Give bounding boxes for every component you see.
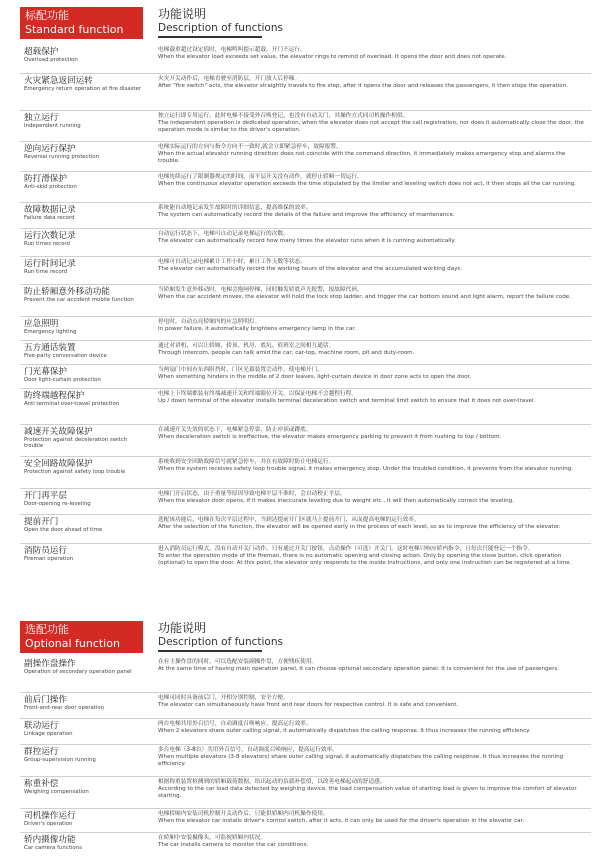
- feature-name-en: Protection against safety loop trouble: [24, 469, 126, 475]
- feature-desc-zh: 电梯可自动记录电梯累计工作小时、累计工作天数等状态。: [158, 259, 306, 265]
- feature-row-safety-loop: [20, 459, 591, 489]
- feature-name-en: Reversal running protection: [24, 154, 99, 160]
- feature-name-en: Fireman operation: [24, 556, 74, 562]
- feature-row-independent: [20, 113, 591, 142]
- feature-name-zh: 前后门操作: [24, 695, 67, 705]
- feature-name-zh: 故障数据记录: [24, 205, 76, 215]
- feature-name-en: Independent running: [24, 123, 81, 129]
- feature-desc-en: The independent operation is dedicated operation, when the elevator does not accept the call registration, nor does it automatically close the door, the operation mode is similar to the driver's operation.: [158, 120, 584, 133]
- feature-name-zh: 提前开门: [24, 517, 59, 527]
- optional-title-zh: 选配功能: [25, 623, 69, 636]
- feature-row-overload: [20, 47, 591, 74]
- feature-desc-en: The elevator can automatically record how many times the elevator runs when it is running automatically.: [158, 238, 456, 244]
- feature-name-en: Open the door ahead of time: [24, 527, 103, 533]
- feature-name-en: Failure data record: [24, 215, 75, 221]
- feature-row-secondary-panel: [20, 659, 591, 693]
- feature-desc-en: When the actual elevator running direction does not coincide with the command direction, it immediately makes emergency stop and alarms the trouble.: [158, 151, 566, 164]
- feature-name-en: Weighing compensation: [24, 789, 89, 795]
- feature-desc-en: When the elevator car installs driver's control switch, after it acts, it can only be used for the driver's operation in the elevator car.: [158, 818, 525, 824]
- feature-name-zh: 减速开关故障保护: [24, 427, 93, 437]
- row-divider: [20, 718, 591, 719]
- feature-row-fireman: [20, 546, 591, 582]
- feature-desc-zh: 电梯实际运行的方向与指令方向不一致时,就会立即紧急停车，故障报警。: [158, 144, 342, 150]
- feature-name-zh: 独立运行: [24, 113, 59, 123]
- feature-row-failure-record: [20, 205, 591, 229]
- feature-row-driver: [20, 811, 591, 833]
- row-divider: [20, 73, 591, 74]
- row-divider: [20, 141, 591, 142]
- desc-underline: [158, 650, 262, 652]
- desc-title-zh: 功能说明: [158, 621, 207, 635]
- feature-name-zh: 火灾紧急返回运转: [24, 76, 93, 86]
- desc-title-en: Description of functions: [158, 22, 283, 34]
- feature-desc-en: The elevator can simultaneously have front and rear doors for respective control. It is safe and convenient.: [158, 702, 459, 708]
- row-divider: [20, 228, 591, 229]
- feature-row-front-rear-door: [20, 695, 591, 719]
- row-divider: [20, 744, 591, 745]
- feature-name-en: Anti-skid protection: [24, 184, 77, 190]
- row-divider: [20, 202, 591, 203]
- feature-name-zh: 超载保护: [24, 47, 59, 57]
- desc-title-zh: 功能说明: [158, 7, 207, 21]
- feature-name-en: Overload protection: [24, 57, 78, 63]
- feature-desc-en: When the elevator load exceeds set value, the elevator rings to remind of overload. It opens the door and does not operate.: [158, 54, 507, 60]
- optional-desc-header: [158, 621, 283, 649]
- feature-desc-en: Up / down terminal of the elevator installs terminal deceleration switch and terminal limit switch to ensure that it does not over-travel.: [158, 398, 536, 404]
- feature-row-five-party: [20, 343, 591, 365]
- feature-row-anti-skid: [20, 174, 591, 203]
- feature-name-en: Emergency return operation at fire disaster: [24, 86, 142, 92]
- feature-desc-zh: 在有主操作盘的同时，可以选配安装副操作盘，方便残疾使用。: [158, 659, 318, 665]
- feature-name-zh: 防止轿厢意外移动功能: [24, 287, 110, 297]
- feature-row-re-leveling: [20, 491, 591, 515]
- standard-title-box: [20, 7, 143, 39]
- feature-row-reversal: [20, 144, 591, 172]
- feature-desc-zh: 两台电梯共用外召信号，自动调度召唤响应，提高运行效率。: [158, 721, 312, 727]
- feature-desc-en: When something hinders in the middle of 2 door leaves, light-curtain device in door zone acts to open the door.: [158, 374, 472, 380]
- standard-desc-header: [158, 7, 283, 35]
- row-divider: [20, 456, 591, 457]
- feature-desc-zh: 在减速开关失效的状态下，电梯紧急停靠，防止冲顶或蹲底。: [158, 427, 312, 433]
- feature-name-zh: 逆向运行保护: [24, 144, 76, 154]
- row-divider: [20, 424, 591, 425]
- feature-desc-zh: 电梯载重超过设定值时，电梯鸣叫提示超载，开门不运行。: [158, 47, 306, 53]
- feature-desc-zh: 停电时，自动点亮轿厢内的应急照明灯。: [158, 319, 261, 325]
- feature-desc-en: In power failure, it automatically brightens emergency lamp in the car.: [158, 326, 356, 332]
- feature-row-fire-return: [20, 76, 591, 111]
- feature-desc-en: Through intercom, people can talk amid the car, car-top, machine room, pit and duty-room.: [158, 350, 415, 356]
- feature-desc-en: When deceleration switch is ineffective, the elevator makes emergency parking to prevent it from rushing to top / bottom.: [158, 434, 502, 440]
- feature-desc-en: When the system receives safety loop trouble signal, it makes emergency stop. Under the troubled condition, it prevents from the elevator running.: [158, 466, 574, 472]
- feature-name-zh: 安全回路故障保护: [24, 459, 93, 469]
- feature-desc-en: The system can automatically record the details of the failure and improve the efficiency of maintenance.: [158, 212, 455, 218]
- feature-name-zh: 联动运行: [24, 721, 59, 731]
- feature-name-en: Front-and-rear door operation: [24, 705, 105, 711]
- row-divider: [20, 284, 591, 285]
- standard-header: [20, 7, 591, 39]
- desc-title-en: Description of functions: [158, 636, 283, 648]
- feature-desc-zh: 电梯轿厢内安装司机控制开关动作后，只能供轿厢内司机操作使用。: [158, 811, 329, 817]
- feature-desc-zh: 自动运行状态下，电梯可自动记录电梯运行的次数。: [158, 231, 289, 237]
- feature-row-run-times: [20, 231, 591, 257]
- feature-name-en: Five-party conversation device: [24, 353, 107, 359]
- feature-row-camera: [20, 835, 591, 857]
- feature-name-zh: 消防员运行: [24, 546, 67, 556]
- feature-row-run-time: [20, 259, 591, 285]
- feature-desc-zh: 系统收到安全回路故障信号就紧急停车，并在有故障时防止电梯运行。: [158, 459, 335, 465]
- feature-name-en: Operation of secondary operation panel: [24, 669, 132, 675]
- feature-desc-en: When 2 elevators share outer calling signal, it automatically dispatches the calling response. It thus increases the running efficiency.: [158, 728, 531, 734]
- optional-title-box: [20, 621, 143, 653]
- feature-name-zh: 门光幕保护: [24, 367, 67, 377]
- feature-name-zh: 五方通话装置: [24, 343, 76, 353]
- feature-name-en: Door light-curtain protection: [24, 377, 101, 383]
- row-divider: [20, 364, 591, 365]
- feature-desc-en: According to the car load data detected by weighing device, the load compensation value of starting load is given to improve the comfort of elevator starting.: [158, 786, 577, 799]
- feature-name-en: Run times record: [24, 241, 70, 247]
- row-divider: [20, 171, 591, 172]
- standard-section: [20, 7, 591, 585]
- feature-desc-zh: 系统能自动地记录发生故障时的详细信息，提高维保的效率。: [158, 205, 312, 211]
- feature-desc-en: When the elevator door opens, if it makes inaccurate leveling due to weight etc., it will then automatically correct the leveling.: [158, 498, 514, 504]
- feature-desc-zh: 多台电梯（3-8台）共用外召信号，自动调度召唤响应，提高运行效率。: [158, 747, 338, 753]
- feature-row-advance-open: [20, 517, 591, 544]
- feature-desc-en: The elevator can automatically record the working hours of the elevator and the accumulated working days.: [158, 266, 463, 272]
- feature-desc-en: After "fire switch" acts, the elevator straightly travels to fire step, after it opens the door and releases the passengers, it then stops the operation.: [158, 83, 569, 89]
- feature-desc-zh: 在轿厢中安装摄像头，可监视轿厢内状况。: [158, 835, 267, 841]
- feature-desc-zh: 火灾开关动作后，电梯直驶至消防层，开门放人后停梯。: [158, 76, 301, 82]
- feature-desc-en: When the car accident moves, the elevator will hold the lock stop ladder, and trigger the car bottom sound and light alarm, report the failure code.: [158, 294, 571, 300]
- row-divider: [20, 340, 591, 341]
- optional-title-en: Optional function: [25, 637, 120, 650]
- feature-desc-zh: 通过对讲机，可以让轿厢、轿顶、机房、底坑、值班室之间相互通话。: [158, 343, 335, 349]
- feature-desc-zh: 电梯门开启状态，由于重量等原因导致电梯平层不准时，会自动校正平层。: [158, 491, 346, 497]
- feature-desc-zh: 当两扇门中间有东西阻挡时，门区光幕装置会动作，使电梯开门。: [158, 367, 323, 373]
- feature-name-en: Car camera functions: [24, 845, 82, 851]
- row-divider: [20, 514, 591, 515]
- feature-name-en: Group-supervision running: [24, 757, 96, 763]
- row-divider: [20, 388, 591, 389]
- row-divider: [20, 110, 591, 111]
- feature-name-en: Anti terminal over-travel protection: [24, 401, 120, 407]
- feature-desc-zh: 电梯上下终端都装有终端减速开关和终端限位开关，以保证电梯不会越程行程。: [158, 391, 358, 397]
- feature-desc-en: When multiple elevators (3-8 elevators) share outer calling signal, it automatically dispatches the calling response. It thus increases the running efficiency.: [158, 754, 564, 767]
- feature-name-en: Linkage operation: [24, 731, 73, 737]
- feature-row-ucm: [20, 287, 591, 317]
- feature-name-en: Prevent the car accident mobile function: [24, 297, 134, 303]
- feature-desc-zh: 根据称重装置检测到的轿厢载荷数据，给出起动的负载补偿值，以改善电梯起动的舒适感。: [158, 779, 386, 785]
- feature-row-light-curtain: [20, 367, 591, 389]
- row-divider: [20, 832, 591, 833]
- optional-header: [20, 621, 591, 653]
- feature-row-emergency-light: [20, 319, 591, 341]
- row-divider: [20, 256, 591, 257]
- feature-desc-zh: 电梯可同时具备前后门，开相分别控制，安全方便。: [158, 695, 289, 701]
- feature-name-en: Run time record: [24, 269, 68, 275]
- feature-desc-en: When the continuous elevator operation exceeds the time stipulated by the limiter and leveling switch does not act, it then stops all the car running.: [158, 181, 577, 187]
- feature-desc-en: At the same time of having main operation panel, it can choose optional secondary operation panel. It is convenient for the use of passengers.: [158, 666, 560, 672]
- feature-name-en: Door-opening re-leveling: [24, 501, 91, 507]
- desc-underline: [158, 36, 262, 38]
- feature-name-zh: 副操作盘操作: [24, 659, 76, 669]
- feature-name-en: Driver's operation: [24, 821, 73, 827]
- feature-desc-zh: 电梯连续运行了限制器规定的时间，而平层开关没有动作，就停止轿厢一切运行。: [158, 174, 363, 180]
- row-divider: [20, 543, 591, 544]
- feature-desc-zh: 选配该功能后，电梯在每次平层过程中，当到达提前开门区就马上提前开门，从而提高电梯的运行效率。: [158, 517, 420, 523]
- optional-section: [20, 621, 591, 859]
- feature-row-over-travel: [20, 391, 591, 425]
- row-divider: [20, 808, 591, 809]
- row-divider: [20, 316, 591, 317]
- feature-row-linkage: [20, 721, 591, 745]
- feature-name-zh: 防终端越程保护: [24, 391, 85, 401]
- feature-desc-zh: 独立运行即专用运行，此时电梯不接受外召唤登记，也没有自动关门，其操作方式同司机操作相似。: [158, 113, 409, 119]
- feature-name-zh: 称重补偿: [24, 779, 59, 789]
- feature-name-en: Protection against deceleration switch trouble: [24, 437, 128, 450]
- standard-title-zh: 标配功能: [25, 9, 69, 22]
- feature-name-en: Emergency lighting: [24, 329, 77, 335]
- row-divider: [20, 488, 591, 489]
- standard-title-en: Standard function: [25, 23, 124, 36]
- feature-name-zh: 运行次数记录: [24, 231, 76, 241]
- feature-name-zh: 开门再平层: [24, 491, 67, 501]
- feature-name-zh: 防打滑保护: [24, 174, 67, 184]
- feature-desc-en: After the selection of the function, the elevator will be opened early in the process of each level, so as to improve the efficiency of the elevator.: [158, 524, 561, 530]
- row-divider: [20, 692, 591, 693]
- feature-name-zh: 应急照明: [24, 319, 59, 329]
- feature-name-zh: 轿内摄像功能: [24, 835, 76, 845]
- feature-name-zh: 司机操作运行: [24, 811, 76, 821]
- feature-desc-zh: 当轿厢发生意外移动时，电梯会抱闸停梯，同时触发轿底声光报警，报故障代码。: [158, 287, 363, 293]
- row-divider: [20, 776, 591, 777]
- feature-desc-en: To enter the operation mode of the fireman, there is no automatic opening and closing action. Only by opening the close button, click operation (optional) to open the door. At this point, the elevator only responds to the inside instructions, and only one instruction can be registered at a time.: [158, 553, 572, 566]
- feature-name-zh: 群控运行: [24, 747, 59, 757]
- feature-row-weighing: [20, 779, 591, 809]
- feature-desc-zh: 进入消防员运行模式，没有自动开关门动作，只有通过开关门按钮，点动操作（可选）开关门。这时电梯只响应轿内指令，且每次只能登记一个指令。: [158, 546, 534, 552]
- feature-name-zh: 运行时间记录: [24, 259, 76, 269]
- feature-row-group-control: [20, 747, 591, 777]
- feature-desc-en: The car installs camera to monitor the car conditions.: [158, 842, 309, 848]
- feature-row-deceleration: [20, 427, 591, 457]
